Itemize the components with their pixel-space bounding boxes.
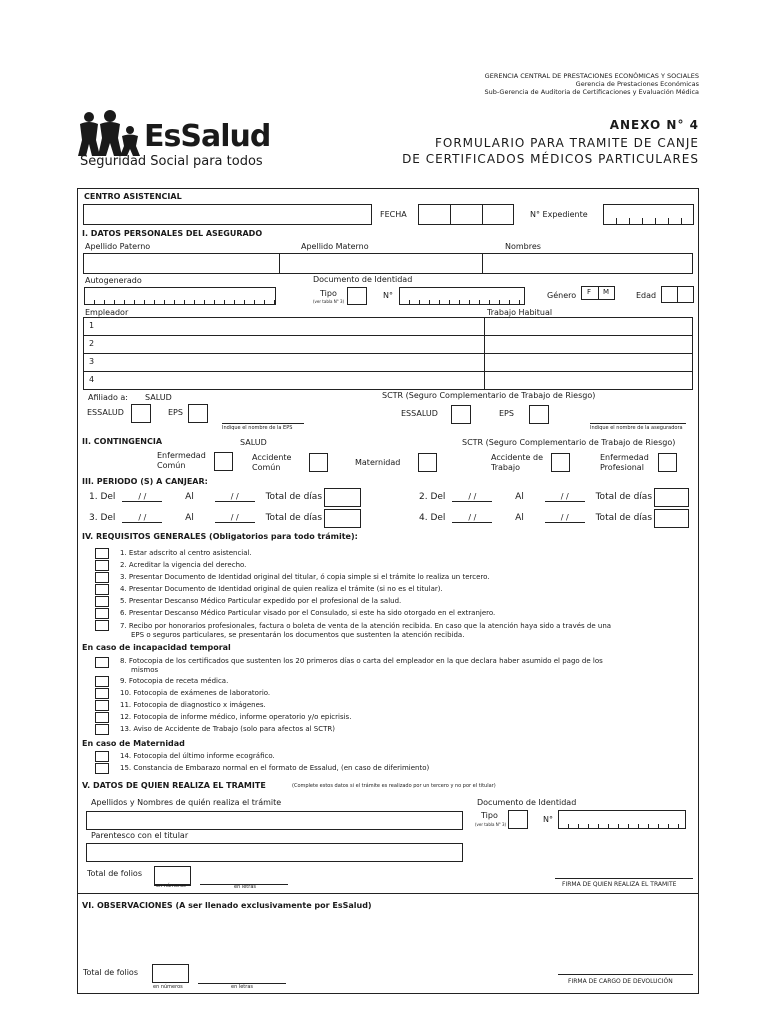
tramite-en-numeros: en números bbox=[156, 883, 186, 889]
total-dias-label: Total de días bbox=[265, 513, 323, 523]
acc-comun-checkbox[interactable] bbox=[309, 453, 328, 472]
row-divider bbox=[83, 371, 693, 372]
sctr-essalud-label: ESSALUD bbox=[401, 409, 438, 418]
total-dias-label: Total de días bbox=[595, 513, 653, 523]
req-checkbox-4[interactable] bbox=[95, 584, 109, 595]
essalud-checkbox[interactable] bbox=[131, 404, 151, 423]
genero-label: Género bbox=[547, 291, 577, 300]
sctr-essalud-checkbox[interactable] bbox=[451, 405, 471, 424]
observaciones-divider bbox=[77, 893, 699, 894]
enf-prof-checkbox[interactable] bbox=[658, 453, 677, 472]
form-title-line2: DE CERTIFICADOS MÉDICOS PARTICULARES bbox=[402, 152, 699, 166]
req-checkbox-11[interactable] bbox=[95, 700, 109, 711]
empleador-row-2[interactable]: 2 bbox=[89, 339, 95, 348]
total-dias-input[interactable] bbox=[324, 488, 361, 507]
documento-label: Documento de Identidad bbox=[313, 275, 413, 284]
expediente-label: N° Expediente bbox=[530, 210, 588, 219]
salud-label: SALUD bbox=[145, 393, 172, 402]
req-checkbox-1[interactable] bbox=[95, 548, 109, 559]
al-label: Al bbox=[515, 492, 524, 502]
date-from[interactable]: / / bbox=[452, 513, 492, 523]
del-label: 2. Del bbox=[419, 492, 446, 502]
tramite-numero-label: N° bbox=[543, 815, 553, 824]
fecha-input[interactable] bbox=[418, 204, 514, 225]
tramite-en-letras: en letras bbox=[234, 884, 256, 890]
genero-m: M bbox=[603, 288, 610, 296]
total-dias-input[interactable] bbox=[324, 509, 361, 528]
genero-divider bbox=[598, 286, 599, 300]
req-item-5: 5. Presentar Descanso Médico Particular expedido por el profesional de la salud. bbox=[120, 597, 402, 605]
contingencia-sctr: SCTR (Seguro Complementario de Trabajo de Riesgo) bbox=[462, 438, 676, 447]
req-checkbox-2[interactable] bbox=[95, 560, 109, 571]
names-divider bbox=[279, 253, 280, 274]
req-item-7: 7. Recibo por honorarios profesionales, factura o boleta de venta de la atención recibida. En caso que la atención haya sido a través de una bbox=[120, 622, 612, 630]
autogenerado-input[interactable] bbox=[84, 287, 276, 305]
family-figures-icon bbox=[78, 110, 144, 158]
apellido-materno-label: Apellido Materno bbox=[301, 242, 369, 251]
tramite-tipo-input[interactable] bbox=[508, 810, 528, 829]
date-from[interactable]: / / bbox=[452, 492, 492, 502]
req-item-3: 3. Presentar Documento de Identidad original del titular, ó copia simple si el trámite lo realiza un tercero. bbox=[120, 573, 490, 581]
fecha-divider bbox=[482, 204, 483, 225]
form-title-line1: FORMULARIO PARA TRAMITE DE CANJE bbox=[434, 136, 699, 150]
del-label: 4. Del bbox=[419, 513, 446, 523]
empleador-label: Empleador bbox=[85, 308, 129, 317]
req-checkbox-15[interactable] bbox=[95, 763, 109, 774]
tramite-documento-label: Documento de Identidad bbox=[477, 798, 577, 807]
tipo-label: Tipo bbox=[320, 289, 337, 298]
req-item-8-cont: mismos bbox=[131, 666, 159, 674]
genero-f: F bbox=[587, 288, 592, 296]
acc-trab-label-1: Accidente de bbox=[491, 453, 544, 462]
logo-tagline: Seguridad Social para todos bbox=[80, 154, 263, 169]
tramite-nombres-input[interactable] bbox=[86, 811, 463, 830]
req-item-7-cont: EPS o seguros particulares, se presentarán los documentos que sustenten la atención recibida. bbox=[131, 631, 465, 639]
parentesco-input[interactable] bbox=[86, 843, 463, 862]
obs-folios-label: Total de folios bbox=[83, 968, 138, 977]
names-divider bbox=[482, 253, 483, 274]
annex-number: ANEXO N° 4 bbox=[609, 118, 699, 132]
enf-comun-label-2: Común bbox=[157, 461, 186, 470]
tipo-input[interactable] bbox=[347, 287, 367, 305]
periodo-row-4 bbox=[419, 513, 652, 523]
names-row-input[interactable] bbox=[83, 253, 693, 274]
observaciones-section-title: VI. OBSERVACIONES (A ser llenado exclusivamente por EsSalud) bbox=[82, 901, 372, 910]
aseguradora-note: Indique el nombre de la aseguradora bbox=[590, 425, 683, 431]
autogenerado-label: Autogenerado bbox=[85, 276, 142, 285]
req-item-6: 6. Presentar Descanso Médico Particular visado por el Consulado, si este ha sido otorgado en el extranjero. bbox=[120, 609, 496, 617]
req-item-9: 9. Fotocopia de receta médica. bbox=[120, 677, 229, 685]
eps-name-line[interactable] bbox=[222, 423, 304, 424]
contingencia-section-title: II. CONTINGENCIA bbox=[82, 437, 163, 446]
al-label: Al bbox=[185, 492, 194, 502]
edad-label: Edad bbox=[636, 291, 657, 300]
total-dias-input[interactable] bbox=[654, 509, 689, 528]
centro-label: CENTRO ASISTENCIAL bbox=[84, 192, 182, 201]
date-from[interactable]: / / bbox=[122, 513, 162, 523]
req-checkbox-8[interactable] bbox=[95, 657, 109, 668]
obs-signature-line[interactable] bbox=[558, 974, 693, 975]
req-checkbox-10[interactable] bbox=[95, 688, 109, 699]
del-label: 1. Del bbox=[89, 492, 116, 502]
enf-prof-label-1: Enfermedad bbox=[600, 453, 649, 462]
periodo-row-2 bbox=[419, 492, 652, 502]
incapacidad-title: En caso de incapacidad temporal bbox=[82, 643, 231, 652]
req-checkbox-12[interactable] bbox=[95, 712, 109, 723]
periodo-row-3 bbox=[89, 513, 322, 523]
req-item-4: 4. Presentar Documento de Identidad original de quien realiza el trámite (si no es el titular). bbox=[120, 585, 443, 593]
documento-input[interactable] bbox=[399, 287, 525, 305]
org-line-3: Sub-Gerencia de Auditoria de Certificaciones y Evaluación Médica bbox=[484, 88, 699, 96]
obs-en-numeros: en números bbox=[153, 984, 183, 990]
expediente-input[interactable] bbox=[603, 204, 694, 225]
sctr-eps-checkbox[interactable] bbox=[529, 405, 549, 424]
tipo-note: (ver tabla N° 3) bbox=[313, 299, 345, 304]
obs-firma-label: FIRMA DE CARGO DE DEVOLUCIÓN bbox=[568, 978, 673, 985]
req-item-14: 14. Fotocopia del último informe ecográfico. bbox=[120, 752, 275, 760]
tramite-documento-input[interactable] bbox=[558, 810, 686, 829]
apellido-paterno-label: Apellido Paterno bbox=[85, 242, 151, 251]
req-checkbox-5[interactable] bbox=[95, 596, 109, 607]
tramite-signature-line[interactable] bbox=[555, 878, 693, 879]
enf-comun-checkbox[interactable] bbox=[214, 452, 233, 471]
periodo-row-1 bbox=[89, 492, 322, 502]
enf-prof-label-2: Profesional bbox=[600, 463, 644, 472]
parentesco-label: Parentesco con el titular bbox=[91, 831, 189, 840]
tramite-note: (Complete estos datos si el trámite es realizado por un tercero y no por el titular) bbox=[292, 783, 496, 789]
req-item-13: 13. Aviso de Accidente de Trabajo (solo para afectos al SCTR) bbox=[120, 725, 336, 733]
eps-note: Indique el nombre de la EPS bbox=[222, 425, 293, 431]
row-divider bbox=[83, 353, 693, 354]
requisitos-section-title: IV. REQUISITOS GENERALES (Obligatorios para todo trámite): bbox=[82, 532, 358, 541]
essalud-logo bbox=[78, 110, 271, 170]
maternidad-title: En caso de Maternidad bbox=[82, 739, 185, 748]
tramite-folios-label: Total de folios bbox=[87, 869, 142, 878]
req-checkbox-6[interactable] bbox=[95, 608, 109, 619]
total-dias-label: Total de días bbox=[265, 492, 323, 502]
nombres-label: Nombres bbox=[505, 242, 541, 251]
date-to[interactable]: / / bbox=[215, 492, 255, 502]
trabajo-label: Trabajo Habitual bbox=[487, 308, 553, 317]
org-line-2: Gerencia de Prestaciones Económicas bbox=[575, 80, 699, 88]
tramite-section-title: V. DATOS DE QUIEN REALIZA EL TRAMITE bbox=[82, 781, 266, 790]
maternidad-label: Maternidad bbox=[355, 458, 401, 467]
tramite-tipo-label: Tipo bbox=[481, 811, 498, 820]
essalud-label: ESSALUD bbox=[87, 408, 124, 417]
obs-en-letras: en letras bbox=[231, 984, 253, 990]
req-checkbox-7[interactable] bbox=[95, 620, 109, 631]
total-dias-input[interactable] bbox=[654, 488, 689, 507]
req-item-11: 11. Fotocopia de diagnostico x imágenes. bbox=[120, 701, 266, 709]
req-item-10: 10. Fotocopia de exámenes de laboratorio. bbox=[120, 689, 271, 697]
centro-input[interactable] bbox=[83, 204, 372, 225]
acc-trab-label-2: Trabajo bbox=[491, 463, 520, 472]
fecha-label: FECHA bbox=[380, 210, 407, 219]
enf-comun-label-1: Enfermedad bbox=[157, 451, 206, 460]
sctr-label: SCTR (Seguro Complementario de Trabajo de Riesgo) bbox=[382, 391, 596, 400]
req-checkbox-9[interactable] bbox=[95, 676, 109, 687]
acc-comun-label-1: Accidente bbox=[252, 453, 292, 462]
fecha-divider bbox=[450, 204, 451, 225]
col-divider bbox=[484, 317, 485, 390]
contingencia-salud: SALUD bbox=[240, 438, 267, 447]
periodo-section-title: III. PERIODO (S) A CANJEAR: bbox=[82, 477, 208, 486]
eps-label: EPS bbox=[168, 408, 183, 417]
acc-comun-label-2: Común bbox=[252, 463, 281, 472]
req-item-1: 1. Estar adscrito al centro asistencial. bbox=[120, 549, 252, 557]
tramite-firma-label: FIRMA DE QUIEN REALIZA EL TRAMITE bbox=[562, 881, 677, 888]
req-item-12: 12. Fotocopia de informe médico, informe operatorio y/o epicrisis. bbox=[120, 713, 352, 721]
eps-checkbox[interactable] bbox=[188, 404, 208, 423]
req-item-15: 15. Constancia de Embarazo normal en el formato de Essalud, (en caso de diferimiento) bbox=[120, 764, 430, 772]
maternidad-checkbox[interactable] bbox=[418, 453, 437, 472]
aseguradora-name-line[interactable] bbox=[590, 423, 686, 424]
req-item-2: 2. Acreditar la vigencia del derecho. bbox=[120, 561, 247, 569]
date-to[interactable]: / / bbox=[545, 492, 585, 502]
logo-text: EsSalud bbox=[144, 119, 271, 154]
date-to[interactable]: / / bbox=[545, 513, 585, 523]
date-to[interactable]: / / bbox=[215, 513, 255, 523]
edad-divider bbox=[677, 286, 678, 303]
empleador-row-4[interactable]: 4 bbox=[89, 375, 95, 384]
total-dias-label: Total de días bbox=[595, 492, 653, 502]
numero-label: N° bbox=[383, 291, 393, 300]
org-line-1: GERENCIA CENTRAL DE PRESTACIONES ECONÓMICAS Y SOCIALES bbox=[484, 72, 699, 80]
req-checkbox-13[interactable] bbox=[95, 724, 109, 735]
al-label: Al bbox=[185, 513, 194, 523]
req-checkbox-3[interactable] bbox=[95, 572, 109, 583]
date-from[interactable]: / / bbox=[122, 492, 162, 502]
empleador-row-3[interactable]: 3 bbox=[89, 357, 95, 366]
req-item-8: 8. Fotocopia de los certificados que sustenten los 20 primeros días o carta del empleador en la que declara haber asumido el pago de los bbox=[120, 657, 603, 665]
obs-folios-input[interactable] bbox=[152, 964, 189, 983]
req-checkbox-14[interactable] bbox=[95, 751, 109, 762]
afiliado-label: Afiliado a: bbox=[88, 393, 128, 402]
al-label: Al bbox=[515, 513, 524, 523]
acc-trab-checkbox[interactable] bbox=[551, 453, 570, 472]
empleador-row-1[interactable]: 1 bbox=[89, 321, 95, 330]
del-label: 3. Del bbox=[89, 513, 116, 523]
tramite-nombres-label: Apellidos y Nombres de quién realiza el trámite bbox=[91, 798, 282, 807]
tramite-tipo-note: (ver tabla N° 3) bbox=[475, 822, 507, 827]
row-divider bbox=[83, 335, 693, 336]
datos-section-title: I. DATOS PERSONALES DEL ASEGURADO bbox=[82, 229, 263, 238]
sctr-eps-label: EPS bbox=[499, 409, 514, 418]
